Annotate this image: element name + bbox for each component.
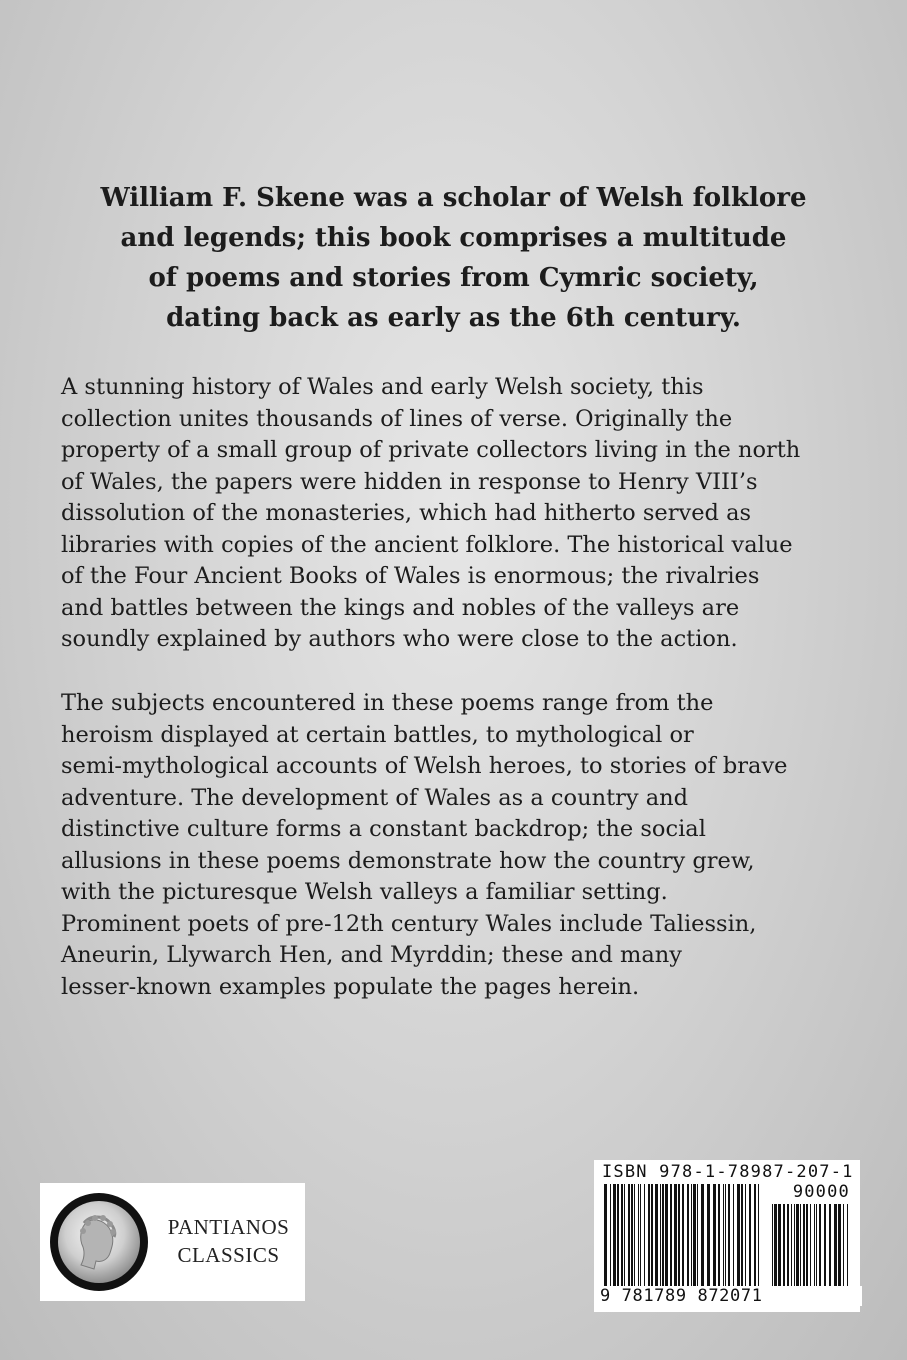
barcode-bar bbox=[810, 1204, 811, 1294]
tagline bbox=[0, 178, 907, 338]
barcode-bar bbox=[713, 1184, 716, 1294]
ean-digits: 9 781789 872071 bbox=[596, 1286, 862, 1306]
text-line: adventure. The development of Wales as a country and bbox=[61, 784, 689, 811]
tagline-line: of poems and stories from Cymric society, bbox=[148, 263, 759, 293]
barcode-bar bbox=[745, 1184, 746, 1294]
barcode-bar bbox=[778, 1204, 781, 1294]
isbn-barcode bbox=[594, 1160, 860, 1312]
barcode-bar bbox=[843, 1204, 844, 1294]
barcode-bar bbox=[723, 1184, 724, 1294]
text-line: A stunning history of Wales and early Welsh society, this bbox=[61, 374, 704, 400]
barcode-bar bbox=[728, 1184, 730, 1294]
tagline-line: and legends; this book comprises a multitude bbox=[120, 223, 787, 253]
barcode-bar bbox=[640, 1184, 641, 1294]
text-line: semi-mythological accounts of Welsh heroes, to stories of brave bbox=[61, 753, 788, 779]
barcode-bar bbox=[613, 1184, 616, 1294]
barcode-bar bbox=[791, 1204, 792, 1294]
text-line: The subjects encountered in these poems range from the bbox=[61, 690, 714, 716]
barcode-bar bbox=[847, 1204, 848, 1294]
barcode-bar bbox=[796, 1204, 799, 1294]
barcode-bar bbox=[648, 1184, 650, 1294]
barcode-bar bbox=[693, 1184, 696, 1294]
barcode-bar bbox=[783, 1204, 785, 1294]
barcode-bar bbox=[631, 1184, 633, 1294]
barcode-bar bbox=[660, 1184, 661, 1294]
medallion-head-icon bbox=[50, 1193, 148, 1291]
barcode-bar bbox=[638, 1184, 639, 1294]
barcode-bar bbox=[610, 1184, 611, 1294]
text-line: of the Four Ancient Books of Wales is enormous; the rivalries bbox=[61, 563, 760, 589]
barcode-bar bbox=[674, 1184, 677, 1294]
barcode-bar bbox=[737, 1184, 740, 1294]
barcode-bar bbox=[651, 1184, 653, 1294]
text-line: heroism displayed at certain battles, to mythological or bbox=[61, 721, 694, 748]
tagline-line: William F. Skene was a scholar of Welsh folklore bbox=[100, 183, 807, 213]
barcode-bar bbox=[838, 1204, 841, 1294]
barcode-bar bbox=[733, 1184, 734, 1294]
publisher-logo bbox=[40, 1183, 305, 1301]
barcode-bar bbox=[718, 1184, 720, 1294]
text-line: allusions in these poems demonstrate how the country grew, bbox=[61, 847, 755, 874]
barcode-bar bbox=[628, 1184, 630, 1294]
barcode-bar bbox=[834, 1204, 837, 1294]
barcode-bar bbox=[806, 1204, 808, 1294]
barcode-bar bbox=[824, 1204, 826, 1294]
publisher-name bbox=[156, 1213, 301, 1269]
barcode-bar bbox=[697, 1184, 698, 1294]
barcode-bar bbox=[665, 1184, 668, 1294]
barcode-bars bbox=[604, 1184, 764, 1294]
barcode-bar bbox=[617, 1184, 619, 1294]
barcode-bar bbox=[662, 1184, 664, 1294]
barcode-bar bbox=[624, 1184, 625, 1294]
barcode-bar bbox=[741, 1184, 743, 1294]
text-line: collection unites thousands of lines of verse. Originally the bbox=[61, 405, 733, 432]
barcode-bar bbox=[829, 1204, 831, 1294]
barcode-bar bbox=[634, 1184, 635, 1294]
text-line: dissolution of the monasteries, which had hitherto served as bbox=[61, 500, 752, 526]
barcode-bar bbox=[670, 1184, 672, 1294]
barcode-bar bbox=[800, 1204, 801, 1294]
text-line: Prominent poets of pre-12th century Wales include Taliessin, bbox=[61, 910, 757, 937]
tagline-line: dating back as early as the 6th century. bbox=[166, 303, 741, 333]
barcode-bar bbox=[772, 1204, 773, 1294]
barcode-bar bbox=[774, 1204, 777, 1294]
barcode-bar bbox=[725, 1184, 726, 1294]
text-line: and battles between the kings and nobles of the valleys are bbox=[61, 594, 740, 621]
barcode-bar bbox=[604, 1184, 607, 1294]
barcode-bar bbox=[678, 1184, 680, 1294]
text-line: with the picturesque Welsh valleys a familiar setting. bbox=[61, 879, 668, 905]
addon-barcode-bars bbox=[772, 1204, 850, 1294]
barcode-bar bbox=[816, 1204, 817, 1294]
barcode-bar bbox=[754, 1184, 756, 1294]
barcode-bar bbox=[787, 1204, 789, 1294]
barcode-bar bbox=[814, 1204, 815, 1294]
barcode-bar bbox=[621, 1184, 623, 1294]
publisher-name-line: CLASSICS bbox=[177, 1243, 280, 1267]
text-line: lesser-known examples populate the pages herein. bbox=[61, 973, 640, 1000]
barcode-bar bbox=[655, 1184, 658, 1294]
description-paragraph-1 bbox=[61, 372, 861, 656]
barcode-bar bbox=[691, 1184, 692, 1294]
text-line: property of a small group of private collectors living in the north bbox=[61, 437, 801, 463]
text-line: of Wales, the papers were hidden in response to Henry VIII’s bbox=[61, 468, 758, 495]
description-paragraph-2 bbox=[61, 688, 861, 1003]
barcode-bar bbox=[644, 1184, 645, 1294]
barcode-bar bbox=[687, 1184, 689, 1294]
barcode-bar bbox=[803, 1204, 805, 1294]
price-code: 90000 bbox=[792, 1182, 850, 1202]
isbn-number: ISBN 978-1-78987-207-1 bbox=[602, 1162, 854, 1182]
barcode-bar bbox=[758, 1184, 759, 1294]
barcode-bar bbox=[701, 1184, 704, 1294]
barcode-bar bbox=[682, 1184, 684, 1294]
text-line: libraries with copies of the ancient folklore. The historical value bbox=[61, 531, 793, 558]
barcode-bar bbox=[749, 1184, 751, 1294]
barcode-bar bbox=[794, 1204, 795, 1294]
text-line: Aneurin, Llywarch Hen, and Myrddin; these and many bbox=[61, 942, 683, 968]
barcode-bar bbox=[819, 1204, 821, 1294]
text-line: distinctive culture forms a constant backdrop; the social bbox=[61, 816, 706, 842]
text-line: soundly explained by authors who were close to the action. bbox=[61, 626, 738, 652]
publisher-name-line: PANTIANOS bbox=[167, 1215, 290, 1239]
barcode-bar bbox=[707, 1184, 710, 1294]
